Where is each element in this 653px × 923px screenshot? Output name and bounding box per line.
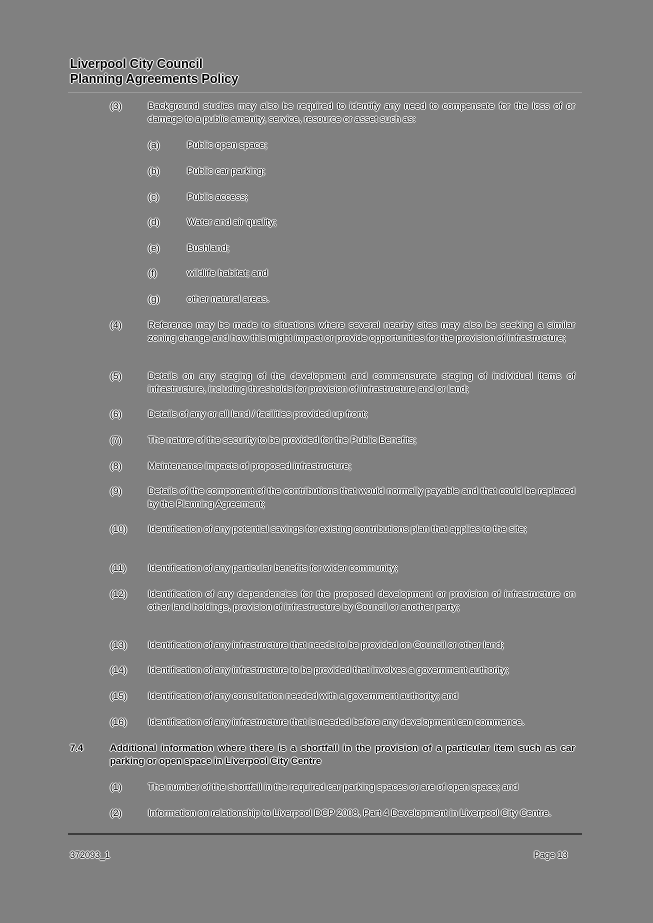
policy-title: Planning Agreements Policy	[70, 72, 239, 86]
section-title: Additional information where there is a shortfall in the provision of a particular item such as car parking or open space in Liverpool City Centre	[110, 743, 575, 767]
document-reference: 372093_1	[70, 850, 111, 860]
document-header	[70, 57, 238, 87]
section-number: 7.4	[70, 743, 84, 754]
council-name: Liverpool City Council	[70, 57, 203, 71]
footer-divider	[68, 833, 582, 835]
header-divider	[68, 92, 582, 93]
page-number: Page 13	[534, 850, 568, 860]
